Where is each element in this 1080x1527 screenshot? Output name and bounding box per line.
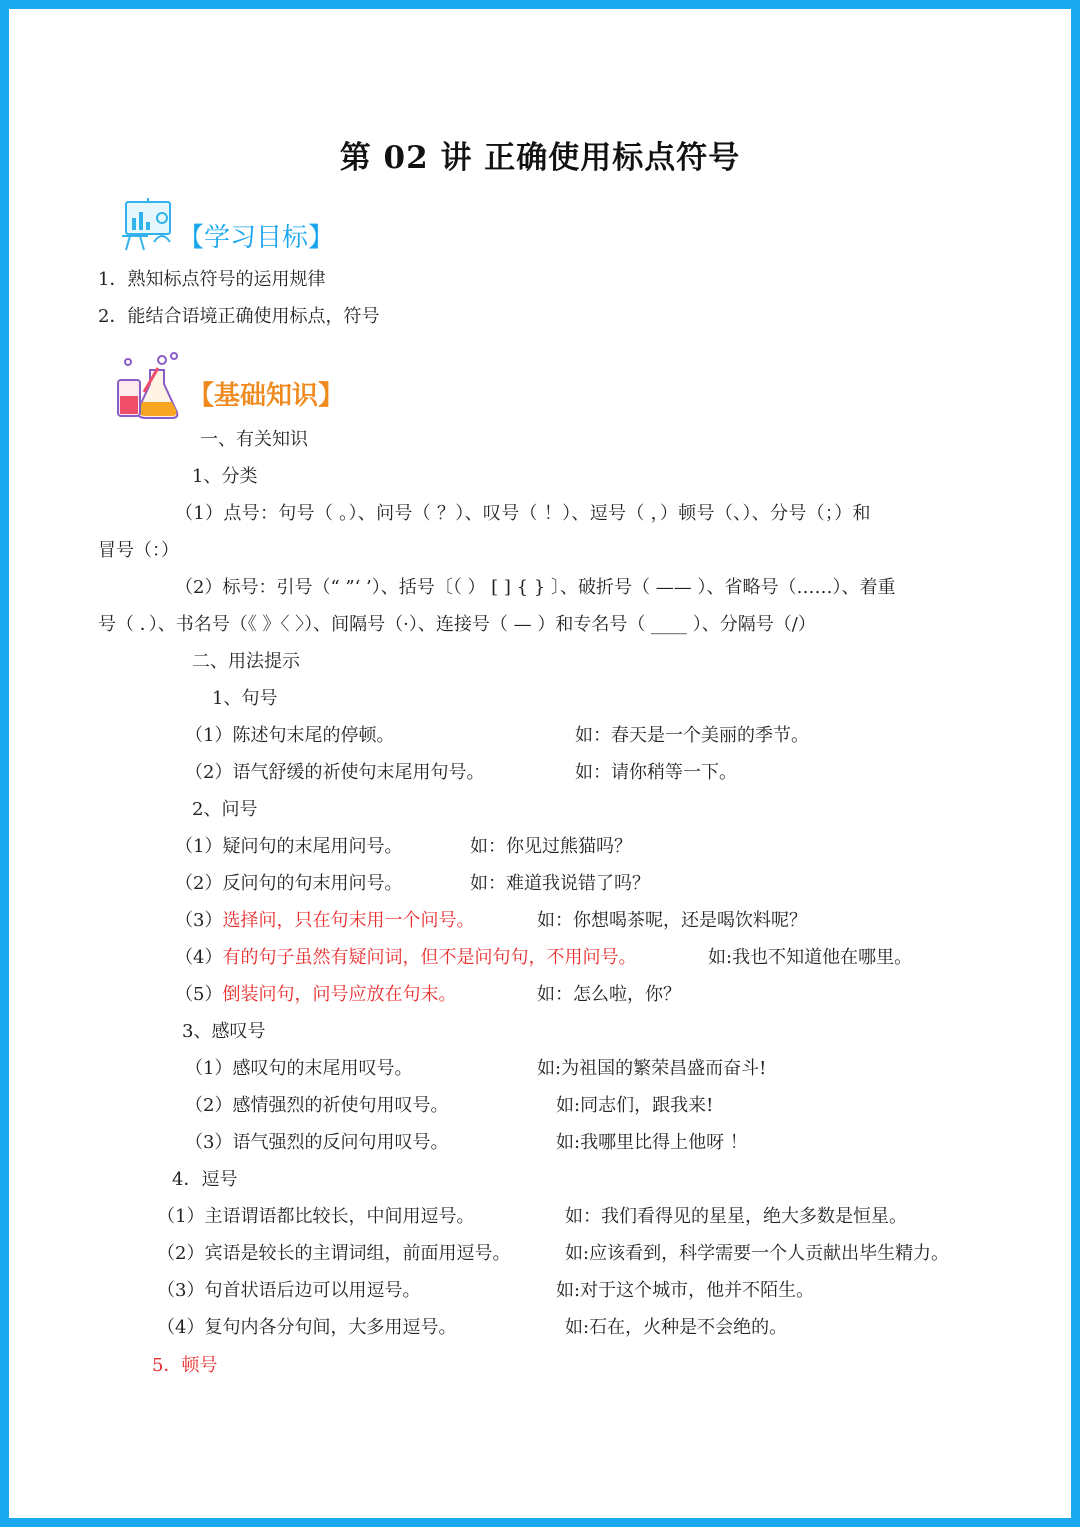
rule-text: （1）感叹句的末尾用叹号。 bbox=[185, 1058, 413, 1079]
example-text: 如:石在，火种是不会绝的。 bbox=[565, 1317, 788, 1338]
rule-text: （3）语气强烈的反问句用叹号。 bbox=[185, 1132, 449, 1153]
rule-number: （3） bbox=[175, 910, 223, 931]
rule-text: （3）句首状语后边可以用逗号。 bbox=[157, 1280, 421, 1301]
rule-text: （1）主语谓语都比较长，中间用逗号。 bbox=[157, 1206, 475, 1227]
rule-text bbox=[175, 983, 456, 1007]
rule-emphasis: 选择问，只在句末用一个问号。 bbox=[222, 910, 475, 931]
rule-text: （4）复句内各分句间，大多用逗号。 bbox=[157, 1317, 457, 1338]
subsection-heading: 1、句号 bbox=[212, 688, 278, 709]
subsection-heading: 1、分类 bbox=[192, 466, 258, 487]
teacher-board-icon bbox=[118, 196, 178, 258]
example-text: 如:我哪里比得上他呀 ！ bbox=[556, 1132, 748, 1153]
subsection-heading: 2、问号 bbox=[192, 799, 258, 820]
example-text: 如：你想喝茶呢，还是喝饮料呢？ bbox=[537, 910, 807, 931]
example-text: 如:对于这个城市，他并不陌生。 bbox=[556, 1280, 815, 1301]
example-text: 如：难道我说错了吗？ bbox=[470, 873, 650, 894]
goal-item: 1．熟知标点符号的运用规律 bbox=[98, 269, 326, 290]
example-text: 如：请你稍等一下。 bbox=[575, 762, 737, 783]
text-line: 号（ ．）、书名号（《 》〈 〉）、间隔号（·）、连接号（ — ）和专名号（ ____ ）、分隔号（/） bbox=[98, 614, 816, 635]
rule-number: （4） bbox=[175, 947, 223, 968]
subsection-heading: 4．逗号 bbox=[172, 1169, 238, 1190]
text-line: （1）点号：句号（ 。）、问号（ ？）、叹号（ ！）、逗号（ ，）顿号（、）、分号（；）和 bbox=[175, 503, 871, 524]
example-text: 如：春天是一个美丽的季节。 bbox=[575, 725, 809, 746]
example-text: 如：怎么啦，你？ bbox=[537, 984, 681, 1005]
goal-item: 2．能结合语境正确使用标点，符号 bbox=[98, 306, 380, 327]
rule-number: （5） bbox=[175, 984, 223, 1005]
example-text: 如:应该看到，科学需要一个人贡献出毕生精力。 bbox=[565, 1243, 950, 1264]
goals-heading: 【学习目标】 bbox=[178, 223, 335, 253]
subsection-heading: 5．顿号 bbox=[152, 1355, 218, 1376]
rule-text: （2）感情强烈的祈使句用叹号。 bbox=[185, 1095, 449, 1116]
basics-heading: 【基础知识】 bbox=[188, 381, 345, 411]
rule-text: （2）反问句的句末用问号。 bbox=[175, 873, 403, 894]
rule-text bbox=[175, 946, 636, 970]
rule-text bbox=[175, 909, 474, 933]
rule-emphasis: 倒装问句，问号应放在句末。 bbox=[222, 984, 457, 1005]
rule-emphasis: 有的句子虽然有疑问词，但不是问句句，不用问号。 bbox=[222, 947, 637, 968]
rule-text: （1）疑问句的末尾用问号。 bbox=[175, 836, 403, 857]
rule-text: （1）陈述句末尾的停顿。 bbox=[185, 725, 395, 746]
page-title: 第 02 讲 正确使用标点符号 bbox=[339, 140, 741, 176]
chemistry-flask-icon bbox=[114, 352, 184, 426]
example-text: 如:同志们，跟我来! bbox=[556, 1095, 714, 1116]
example-text: 如：你见过熊猫吗？ bbox=[470, 836, 632, 857]
section-heading: 一、有关知识 bbox=[200, 429, 308, 450]
example-text: 如:为祖国的繁荣昌盛而奋斗! bbox=[537, 1058, 767, 1079]
example-text: 如：我们看得见的星星，绝大多数是恒星。 bbox=[565, 1206, 907, 1227]
example-text: 如:我也不知道他在哪里。 bbox=[708, 947, 913, 968]
text-line: 冒号（：） bbox=[98, 540, 179, 561]
subsection-heading: 3、感叹号 bbox=[182, 1021, 266, 1042]
text-line: （2）标号：引号（“ ”‘ ’）、括号〔（ ） [ ] { } 〕、破折号（ —— ）、省略号（……）、着重 bbox=[175, 577, 896, 598]
section-heading: 二、用法提示 bbox=[192, 651, 300, 672]
rule-text: （2）语气舒缓的祈使句末尾用句号。 bbox=[185, 762, 485, 783]
rule-text: （2）宾语是较长的主谓词组，前面用逗号。 bbox=[157, 1243, 511, 1264]
